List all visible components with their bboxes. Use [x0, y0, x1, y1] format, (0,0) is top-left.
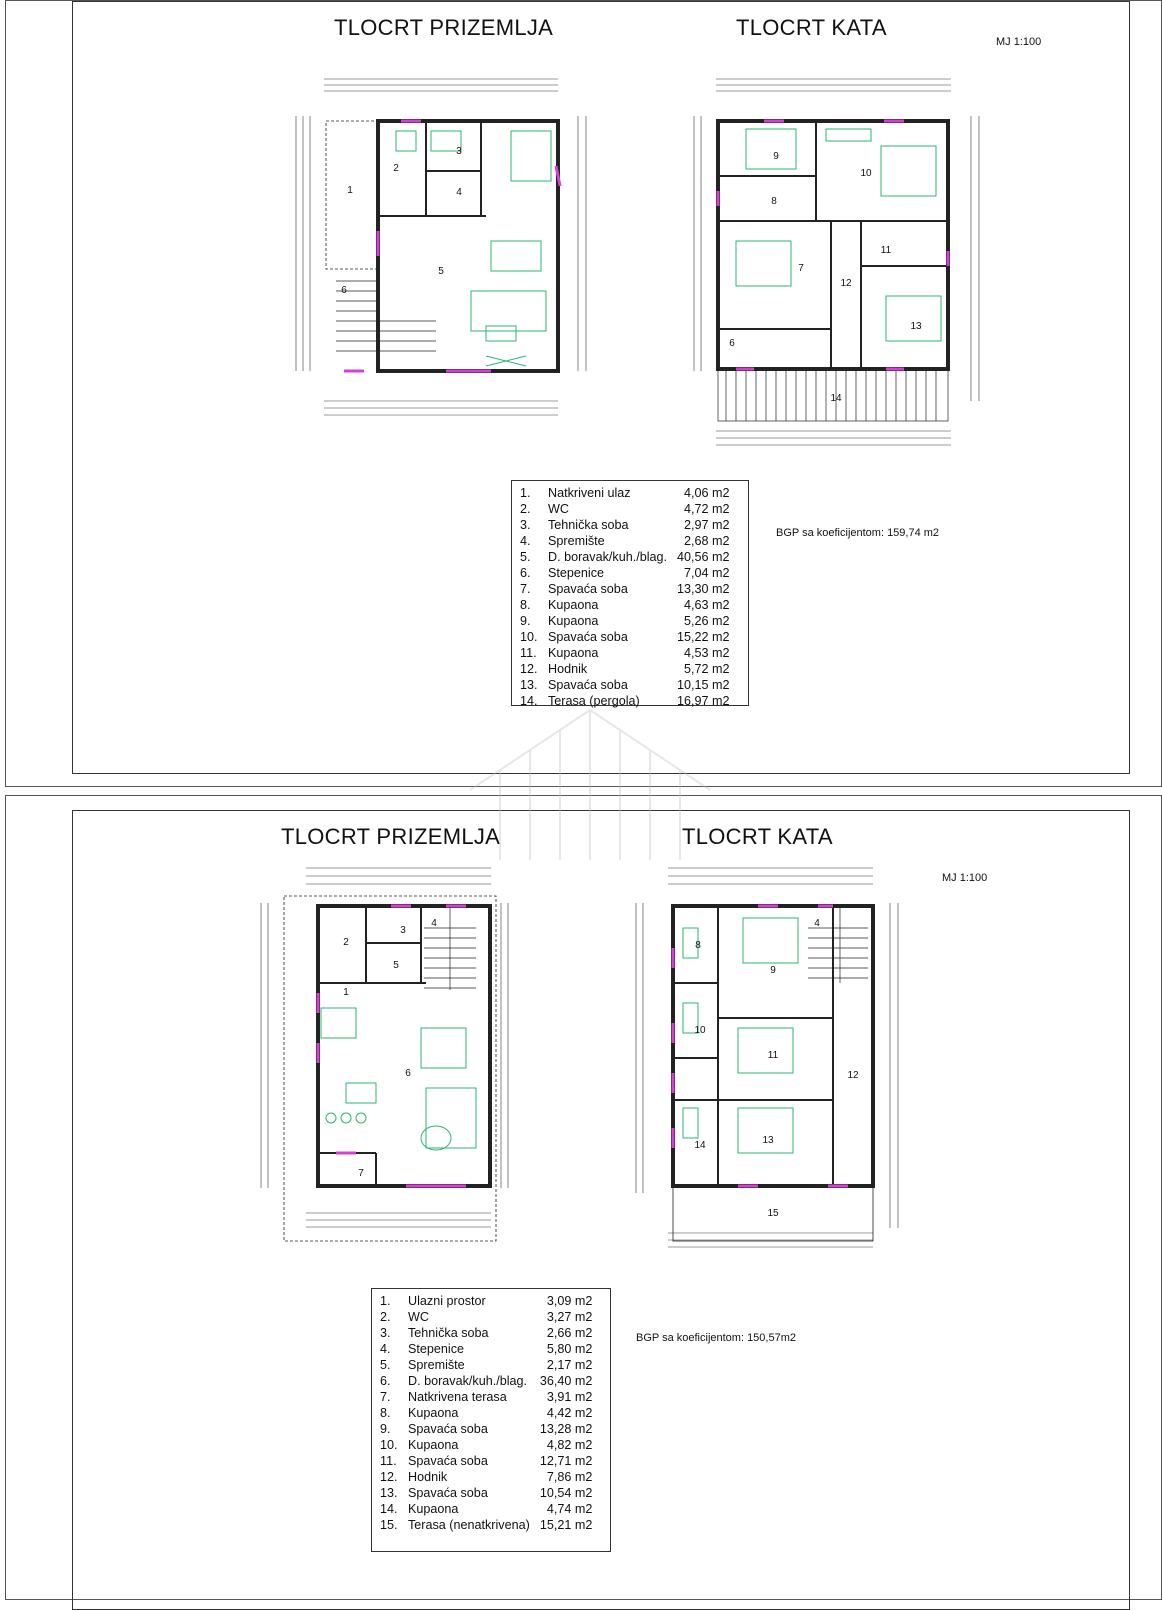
room-name: Hodnik	[408, 1470, 448, 1484]
room-name: Stepenice	[548, 566, 605, 580]
upper-floor-title: TLOCRT KATA	[682, 824, 833, 849]
room-name: Spavaća soba	[408, 1486, 488, 1500]
room-name: Spremište	[408, 1358, 465, 1372]
room-labels	[729, 151, 922, 404]
room-area: 4,63 m2	[684, 598, 730, 612]
room-number: 8.	[380, 1406, 391, 1420]
room-row	[380, 1421, 592, 1437]
room-area: 40,56 m2	[677, 550, 730, 564]
room-number: 4.	[520, 534, 531, 548]
fixtures	[321, 1008, 476, 1150]
room-labels	[341, 146, 462, 296]
upper-floor-title: TLOCRT KATA	[736, 15, 887, 40]
dimension-lines	[261, 868, 508, 1227]
room-row	[380, 1469, 592, 1485]
room-area: 4,06 m2	[684, 486, 730, 500]
exterior-walls	[326, 121, 558, 371]
room-number-2: 2	[343, 937, 349, 948]
room-number-5: 5	[438, 266, 444, 277]
room-row	[380, 1453, 592, 1469]
dimension-lines	[296, 79, 586, 415]
room-row	[380, 1437, 592, 1453]
room-number: 13.	[520, 678, 538, 692]
room-row	[520, 501, 730, 517]
room-area: 4,74 m2	[546, 1502, 593, 1516]
room-area: 2,97 m2	[684, 518, 730, 532]
room-row	[380, 1405, 592, 1421]
room-number: 10.	[380, 1438, 398, 1452]
room-number: 1.	[380, 1294, 391, 1308]
room-name: WC	[548, 502, 569, 516]
room-number: 4.	[380, 1342, 391, 1356]
room-area-legend-1	[511, 480, 749, 706]
room-row	[520, 581, 730, 597]
room-area: 12,71 m2	[539, 1454, 593, 1468]
room-row	[520, 677, 730, 693]
room-number: 1.	[520, 486, 531, 500]
room-number-3: 3	[456, 146, 462, 157]
upper-floor-plan	[628, 858, 918, 1253]
room-area: 4,53 m2	[684, 646, 730, 660]
room-number: 3.	[380, 1326, 391, 1340]
room-area: 2,66 m2	[546, 1326, 593, 1340]
room-number-4: 4	[431, 918, 437, 929]
room-area: 15,21 m2	[539, 1518, 593, 1532]
room-number-1: 1	[343, 987, 349, 998]
room-row	[520, 661, 730, 677]
room-area: 3,91 m2	[546, 1390, 593, 1404]
ground-floor-plan	[246, 858, 516, 1253]
room-number: 2.	[520, 502, 531, 516]
room-number: 7.	[380, 1390, 391, 1404]
ground-floor-title: TLOCRT PRIZEMLJA	[281, 824, 501, 849]
room-number-1: 1	[347, 185, 353, 196]
stairs	[336, 281, 436, 351]
room-name: Kupaona	[408, 1406, 459, 1420]
room-name: D. boravak/kuh./blag.	[408, 1374, 528, 1388]
room-number-10: 10	[860, 168, 872, 179]
scale-label: MJ 1:100	[996, 36, 1042, 48]
room-row	[380, 1293, 592, 1309]
room-area: 10,15 m2	[677, 678, 730, 692]
room-number-4: 4	[814, 918, 820, 929]
room-area: 5,80 m2	[546, 1342, 593, 1356]
room-row	[380, 1501, 592, 1517]
room-row	[380, 1485, 592, 1501]
room-row	[520, 485, 730, 501]
room-row	[380, 1309, 592, 1325]
room-labels	[343, 918, 437, 1179]
room-name: Natkriveni ulaz	[548, 486, 631, 500]
room-row	[380, 1389, 592, 1405]
room-number: 15.	[380, 1518, 398, 1532]
room-number-9: 9	[770, 965, 776, 976]
room-area: 4,42 m2	[546, 1406, 593, 1420]
room-number-6: 6	[405, 1068, 411, 1079]
room-number: 9.	[520, 614, 531, 628]
room-number: 8.	[520, 598, 531, 612]
room-area: 3,27 m2	[546, 1310, 593, 1324]
room-name: D. boravak/kuh./blag.	[548, 550, 668, 564]
room-area: 5,72 m2	[684, 662, 730, 676]
room-number-4: 4	[456, 187, 462, 198]
room-number: 9.	[380, 1422, 391, 1436]
room-row	[520, 645, 730, 661]
room-row	[520, 533, 730, 549]
plan-sheet-2	[5, 795, 1162, 1600]
room-area: 10,54 m2	[539, 1486, 593, 1500]
room-row	[520, 565, 730, 581]
room-row	[380, 1357, 592, 1373]
room-area: 7,04 m2	[684, 566, 730, 580]
room-row	[520, 613, 730, 629]
room-row	[380, 1325, 592, 1341]
room-area: 4,72 m2	[684, 502, 730, 516]
room-name: Kupaona	[548, 614, 599, 628]
room-area: 13,30 m2	[677, 582, 730, 596]
room-number-8: 8	[695, 940, 701, 951]
room-area: 16,97 m2	[677, 694, 730, 708]
scale-label: MJ 1:100	[942, 872, 988, 884]
room-name: Kupaona	[408, 1502, 459, 1516]
room-area: 2,17 m2	[546, 1358, 593, 1372]
room-name: Spremište	[548, 534, 605, 548]
room-name: Tehnička soba	[548, 518, 629, 532]
room-name: Kupaona	[548, 598, 599, 612]
room-name: Kupaona	[548, 646, 599, 660]
room-number-7: 7	[358, 1168, 364, 1179]
room-number: 14.	[380, 1502, 398, 1516]
room-name: Stepenice	[408, 1342, 465, 1356]
room-name: Spavaća soba	[548, 630, 628, 644]
gross-area-label: BGP sa koeficijentom: 159,74 m2	[776, 527, 940, 539]
room-number: 5.	[380, 1358, 391, 1372]
ground-floor-plan	[286, 71, 606, 431]
room-area: 2,68 m2	[684, 534, 730, 548]
room-number-9: 9	[773, 151, 779, 162]
gross-area-label: BGP sa koeficijentom: 150,57m2	[636, 1332, 796, 1344]
room-name: Tehnička soba	[408, 1326, 489, 1340]
room-number-14: 14	[694, 1140, 706, 1151]
room-number: 6.	[520, 566, 531, 580]
plan-sheet-1	[5, 0, 1162, 787]
room-number: 11.	[520, 646, 537, 660]
room-area: 5,26 m2	[684, 614, 730, 628]
room-area: 13,28 m2	[539, 1422, 593, 1436]
room-row	[380, 1517, 592, 1533]
room-number-13: 13	[762, 1135, 774, 1146]
room-number: 3.	[520, 518, 531, 532]
room-area: 3,09 m2	[546, 1294, 593, 1308]
room-name: Hodnik	[548, 662, 588, 676]
room-name: Natkrivena terasa	[408, 1390, 507, 1404]
room-number: 14.	[520, 694, 538, 708]
room-number: 7.	[520, 582, 531, 596]
room-name: WC	[408, 1310, 429, 1324]
room-number-13: 13	[910, 321, 922, 332]
room-name: Ulazni prostor	[408, 1294, 486, 1308]
room-number-3: 3	[400, 925, 406, 936]
room-number: 11.	[380, 1454, 397, 1468]
room-row	[380, 1373, 592, 1389]
room-number-11: 11	[880, 245, 892, 256]
room-number-12: 12	[840, 278, 852, 289]
room-name: Terasa (nenatkrivena)	[408, 1518, 530, 1532]
upper-floor-plan	[686, 71, 1006, 451]
room-row	[520, 693, 730, 709]
room-name: Spavaća soba	[408, 1422, 488, 1436]
room-area-legend-2	[371, 1288, 611, 1552]
room-row	[520, 597, 730, 613]
room-number-6: 6	[729, 338, 735, 349]
fixtures	[736, 129, 941, 341]
room-number: 6.	[380, 1374, 391, 1388]
room-number-12: 12	[847, 1070, 859, 1081]
room-name: Spavaća soba	[548, 678, 628, 692]
ground-floor-title: TLOCRT PRIZEMLJA	[334, 15, 554, 40]
room-number-7: 7	[798, 263, 804, 274]
room-name: Terasa (pergola)	[548, 694, 640, 708]
room-name: Kupaona	[408, 1438, 459, 1452]
room-number: 2.	[380, 1310, 391, 1324]
room-number-2: 2	[393, 163, 399, 174]
room-name: Spavaća soba	[408, 1454, 488, 1468]
room-name: Spavaća soba	[548, 582, 628, 596]
room-number: 13.	[380, 1486, 398, 1500]
room-number-8: 8	[771, 196, 777, 207]
room-area-table	[380, 1293, 592, 1533]
room-row	[380, 1341, 592, 1357]
room-number-15: 15	[767, 1208, 779, 1219]
room-number-5: 5	[393, 960, 399, 971]
room-row	[520, 517, 730, 533]
room-area-table	[520, 485, 730, 709]
room-area: 36,40 m2	[539, 1374, 593, 1388]
room-number-14: 14	[830, 393, 842, 404]
room-row	[520, 629, 730, 645]
room-number: 10.	[520, 630, 538, 644]
room-number-11: 11	[767, 1050, 779, 1061]
room-number-10: 10	[694, 1025, 706, 1036]
room-number: 12.	[520, 662, 538, 676]
room-area: 15,22 m2	[677, 630, 730, 644]
room-area: 4,82 m2	[546, 1438, 593, 1452]
room-number: 5.	[520, 550, 531, 564]
room-row	[520, 549, 730, 565]
room-number-6: 6	[341, 285, 347, 296]
room-area: 7,86 m2	[546, 1470, 593, 1484]
room-number: 12.	[380, 1470, 398, 1484]
